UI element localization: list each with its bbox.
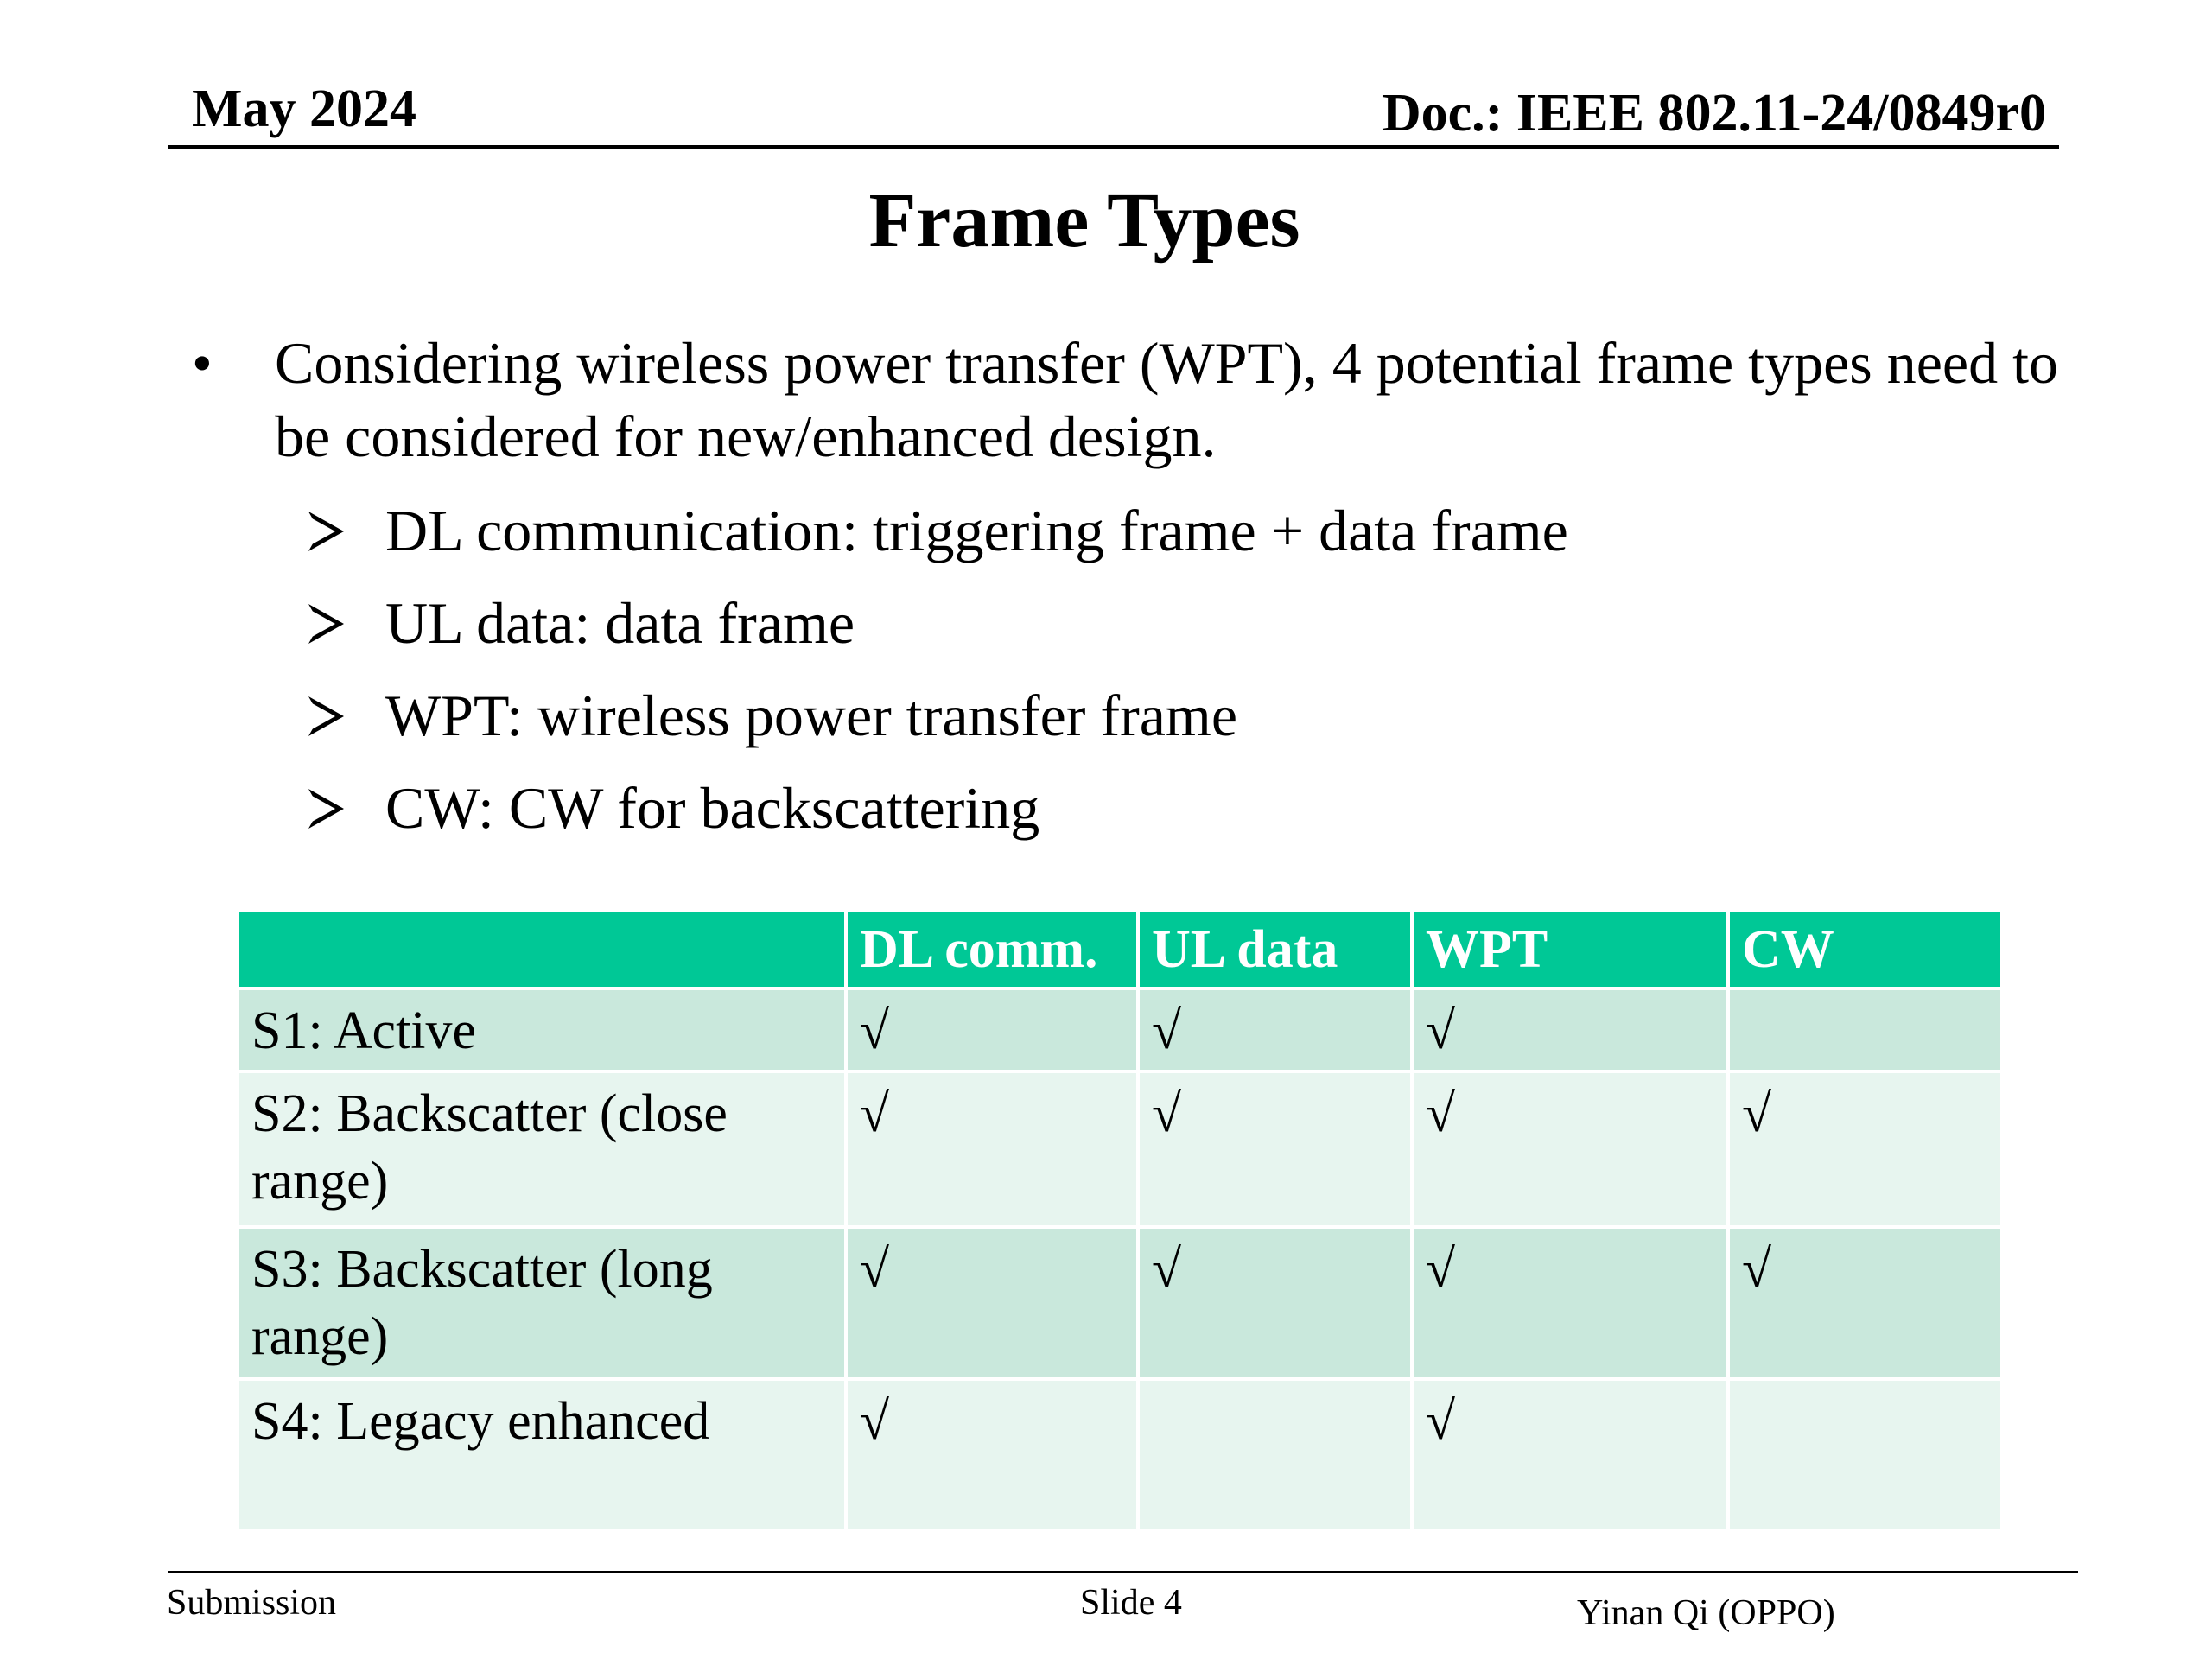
column-header-ul-data: UL data xyxy=(1140,912,1410,987)
wpt-cell: √ xyxy=(1414,1229,1726,1377)
arrow-bullet-icon xyxy=(306,787,346,830)
row-label-cell: S3: Backscatter (long range) xyxy=(239,1229,844,1377)
arrow-bullet-icon xyxy=(306,510,346,553)
footer-author: Yinan Qi (OPPO) xyxy=(1577,1593,1835,1633)
frame-types-table xyxy=(236,909,2004,1533)
table-row xyxy=(239,1229,2000,1377)
wpt-cell: √ xyxy=(1414,990,1726,1070)
footer-submission: Submission xyxy=(167,1583,337,1623)
main-bullet-text: Considering wireless power transfer (WPT), 4 potential frame types need to be considered for new/enhanced design. xyxy=(275,330,2058,469)
sub-bullet-item xyxy=(302,679,2031,772)
sub-bullet-item xyxy=(302,772,2031,864)
table-row xyxy=(239,990,2000,1070)
ul-data-cell: √ xyxy=(1140,1229,1410,1377)
cw-cell xyxy=(1730,1381,2000,1529)
header-divider xyxy=(168,145,2059,149)
ul-data-cell: √ xyxy=(1140,1073,1410,1225)
slide-title: Frame Types xyxy=(868,178,1300,264)
sub-bullet-item xyxy=(302,587,2031,679)
sub-bullet-text: WPT: wireless power transfer frame xyxy=(385,683,1237,748)
dl-comm-cell: √ xyxy=(848,990,1136,1070)
table-header-row xyxy=(239,912,2000,987)
column-header-dl-comm: DL comm. xyxy=(848,912,1136,987)
ul-data-cell xyxy=(1140,1381,1410,1529)
arrow-bullet-icon xyxy=(306,695,346,738)
row-label-cell: S2: Backscatter (close range) xyxy=(239,1073,844,1225)
sub-bullet-text: UL data: data frame xyxy=(385,590,855,656)
wpt-cell: √ xyxy=(1414,1073,1726,1225)
arrow-bullet-icon xyxy=(306,602,346,645)
ul-data-cell: √ xyxy=(1140,990,1410,1070)
dl-comm-cell: √ xyxy=(848,1381,1136,1529)
cw-cell: √ xyxy=(1730,1073,2000,1225)
column-header-wpt: WPT xyxy=(1414,912,1726,987)
bullet-marker: • xyxy=(192,330,213,396)
column-header-cw: CW xyxy=(1730,912,2000,987)
footer-divider xyxy=(168,1571,2078,1573)
sub-bullet-text: DL communication: triggering frame + data frame xyxy=(385,498,1568,563)
cw-cell: √ xyxy=(1730,1229,2000,1377)
cw-cell xyxy=(1730,990,2000,1070)
sub-bullet-text: CW: CW for backscattering xyxy=(385,775,1040,841)
dl-comm-cell: √ xyxy=(848,1229,1136,1377)
table-row xyxy=(239,1073,2000,1225)
dl-comm-cell: √ xyxy=(848,1073,1136,1225)
header-date: May 2024 xyxy=(192,79,417,138)
sub-bullet-list xyxy=(302,494,2031,864)
sub-bullet-item xyxy=(302,494,2031,587)
row-label-cell: S1: Active xyxy=(239,990,844,1070)
footer-slide-number: Slide 4 xyxy=(1080,1583,1182,1623)
main-bullet xyxy=(192,327,2058,474)
row-label-cell: S4: Legacy enhanced xyxy=(239,1381,844,1529)
table-row xyxy=(239,1381,2000,1529)
header-doc-id: Doc.: IEEE 802.11-24/0849r0 xyxy=(1382,84,2046,143)
column-header-empty xyxy=(239,912,844,987)
wpt-cell: √ xyxy=(1414,1381,1726,1529)
